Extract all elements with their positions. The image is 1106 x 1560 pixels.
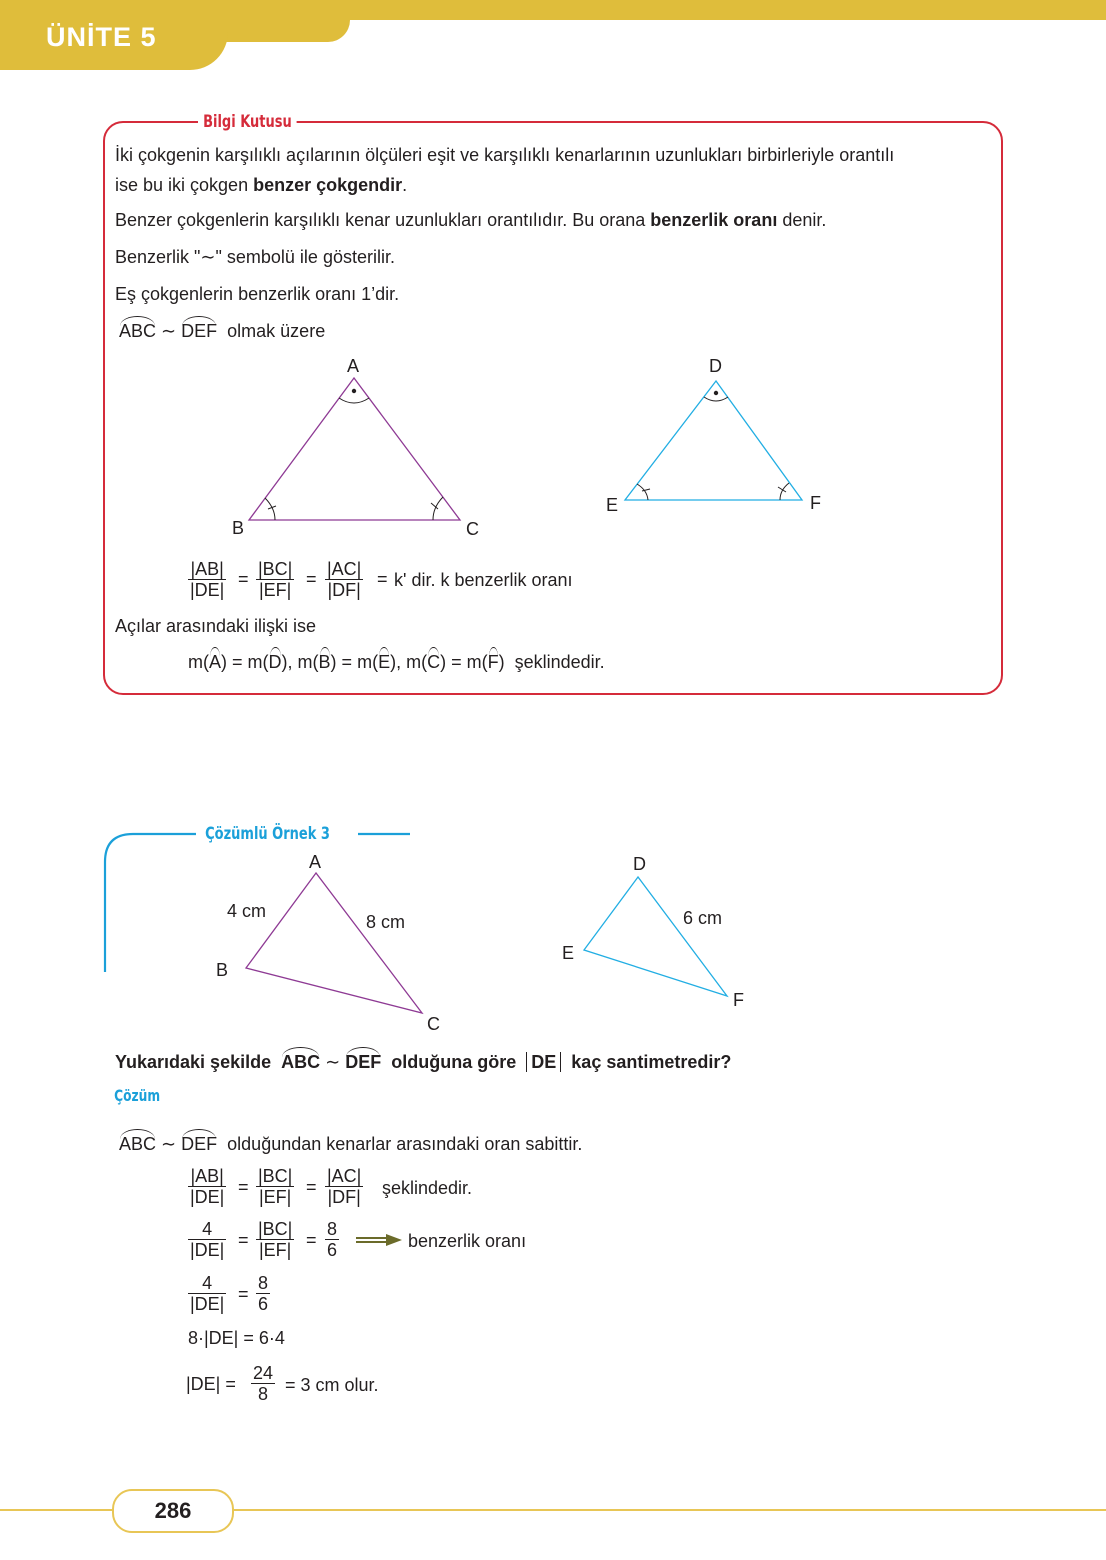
frac-den: 8 — [258, 1384, 269, 1404]
s3-frac-2 — [256, 1219, 294, 1260]
ex-side-ac: 8 cm — [366, 912, 406, 932]
frac-den: |DE| — [190, 1187, 225, 1207]
angle-b: B — [318, 652, 331, 672]
m-label: m — [466, 652, 482, 672]
frac-den: 6 — [327, 1240, 338, 1260]
frac-num: |AB| — [188, 1166, 226, 1187]
equals-sign: = — [377, 569, 388, 589]
arrow-icon — [356, 1233, 404, 1247]
question-de: DE — [526, 1052, 561, 1072]
info-line-2-end: denir. — [777, 210, 827, 230]
m-label: m — [297, 652, 313, 672]
ex-vertex-d: D — [633, 854, 646, 874]
info-line-1b-end: . — [402, 175, 408, 195]
sim-post: olmak üzere — [227, 321, 326, 341]
example-title: Çözümlü Örnek 3 — [200, 824, 335, 844]
frac-den: |DE| — [190, 1294, 225, 1314]
info-term-ratio: benzerlik oranı — [650, 210, 778, 230]
s4-frac-1 — [188, 1273, 226, 1314]
frac-num: |AB| — [188, 559, 226, 580]
frac-den: |DE| — [190, 1240, 225, 1260]
s4-frac-2 — [256, 1273, 270, 1314]
equals-sign: = — [238, 1177, 249, 1197]
vertex-c: C — [466, 519, 479, 539]
frac-den: |DF| — [327, 1187, 361, 1207]
s3-frac-1 — [188, 1219, 226, 1260]
ex-vertex-c: C — [427, 1014, 440, 1034]
info-line-3: Benzerlik "∼" sembolü ile gösterilir. — [115, 247, 395, 267]
unit-title: ÜNİTE 5 — [46, 22, 157, 52]
angle-a: A — [209, 652, 222, 672]
solution-step-1 — [119, 1134, 582, 1155]
vertex-d: D — [709, 356, 722, 376]
frac-num: |AC| — [327, 1166, 362, 1186]
question-post: kaç santimetredir? — [571, 1052, 732, 1072]
question-mid: olduğuna göre — [391, 1052, 517, 1072]
m-label: m — [188, 652, 203, 672]
ex-vertex-f: F — [733, 990, 744, 1010]
frac-den: |DF| — [327, 580, 361, 600]
frac-den: |EF| — [259, 1240, 292, 1260]
arc-abc: ABC — [119, 321, 157, 341]
angles-intro: Açılar arasındaki ilişki ise — [115, 616, 317, 636]
info-box-title: Bilgi Kutusu — [198, 112, 297, 132]
frac-num: 24 — [253, 1363, 274, 1383]
info-line-4: Eş çokgenlerin benzerlik oranı 1’dir. — [115, 284, 400, 304]
frac-den: |DE| — [190, 580, 225, 600]
s2-frac-2 — [256, 1166, 294, 1207]
frac-num: |AC| — [327, 559, 362, 579]
question-pre: Yukarıdaki şekilde — [115, 1052, 272, 1072]
info-line-1b-text: ise bu iki çokgen — [115, 175, 254, 195]
ex-side-ab: 4 cm — [227, 901, 267, 921]
frac-num: 4 — [188, 1219, 226, 1240]
frac-num: 8 — [327, 1219, 338, 1239]
ex-vertex-e: E — [562, 943, 575, 963]
angles-post: şeklindedir. — [514, 652, 605, 672]
angle-e: E — [378, 652, 391, 672]
s3-frac-3 — [325, 1219, 339, 1260]
ex-side-df: 6 cm — [683, 908, 723, 928]
frac-den: |EF| — [259, 580, 292, 600]
q-arc-abc: ABC — [281, 1052, 321, 1072]
example-question — [115, 1052, 731, 1073]
q-arc-def: DEF — [345, 1052, 382, 1072]
frac-den: 6 — [258, 1294, 269, 1314]
m-label: m — [357, 652, 373, 672]
ratio-post: k' dir. k benzerlik oranı — [394, 570, 573, 590]
info-line-2-text: Benzer çokgenlerin karşılıklı kenar uzunlukları orantılıdır. Bu orana — [115, 210, 651, 230]
s3-post: benzerlik oranı — [408, 1231, 527, 1251]
page-number: 286 — [112, 1489, 234, 1533]
s6-post: = 3 cm olur. — [285, 1375, 379, 1395]
s1-sim-symbol: ∼ — [161, 1134, 177, 1154]
s2-post: şeklindedir. — [382, 1178, 473, 1198]
arc-def: DEF — [181, 321, 218, 341]
sim-symbol: ∼ — [161, 321, 177, 341]
equals-sign: = — [306, 1177, 317, 1197]
ex-vertex-b: B — [216, 960, 229, 980]
solution-label: Çözüm — [109, 1086, 165, 1105]
vertex-a: A — [347, 356, 360, 376]
vertex-b: B — [232, 518, 245, 538]
equals-sign: = — [306, 569, 317, 589]
frac-num: 8 — [258, 1273, 269, 1293]
s6-pre: |DE| = — [186, 1374, 236, 1394]
equals-sign: = — [238, 1284, 249, 1304]
example-triangle-abc — [246, 873, 422, 1013]
info-term-similar-polygon: benzer çokgendir — [253, 175, 403, 195]
s6-frac — [251, 1363, 275, 1404]
s2-frac-3 — [325, 1166, 363, 1207]
q-sim-symbol: ∼ — [325, 1052, 341, 1072]
ex-vertex-a: A — [309, 852, 322, 872]
equals-sign: = — [306, 1230, 317, 1250]
frac-num: |BC| — [258, 559, 293, 579]
frac-num: 4 — [188, 1273, 226, 1294]
angles-relation: m(A) = m(D), m(B) = m(E), m(C) = m(F) şeklindedir. — [188, 652, 605, 672]
solution-step-5: 8·|DE| = 6·4 — [188, 1328, 285, 1348]
example-triangle-def — [584, 877, 727, 996]
frac-num: |BC| — [258, 1166, 293, 1186]
s1-post: olduğundan kenarlar arasındaki oran sabittir. — [227, 1134, 583, 1154]
info-line-1a: İki çokgenin karşılıklı açılarının ölçüleri eşit ve karşılıklı kenarlarının uzunlukları birbirleriyle orantılı — [115, 145, 895, 165]
angle-f: F — [487, 652, 499, 672]
vertex-e: E — [606, 495, 619, 515]
m-label: m — [247, 652, 263, 672]
s2-frac-1 — [188, 1166, 226, 1207]
frac-den: |EF| — [259, 1187, 292, 1207]
m-label: m — [406, 652, 422, 672]
vertex-f: F — [810, 493, 821, 513]
frac-num: |BC| — [258, 1219, 293, 1239]
equals-sign: = — [238, 569, 249, 589]
s1-arc-def: DEF — [181, 1134, 218, 1154]
s1-arc-abc: ABC — [119, 1134, 157, 1154]
angle-d: D — [268, 652, 282, 672]
angle-c: C — [427, 652, 441, 672]
equals-sign: = — [238, 1230, 249, 1250]
